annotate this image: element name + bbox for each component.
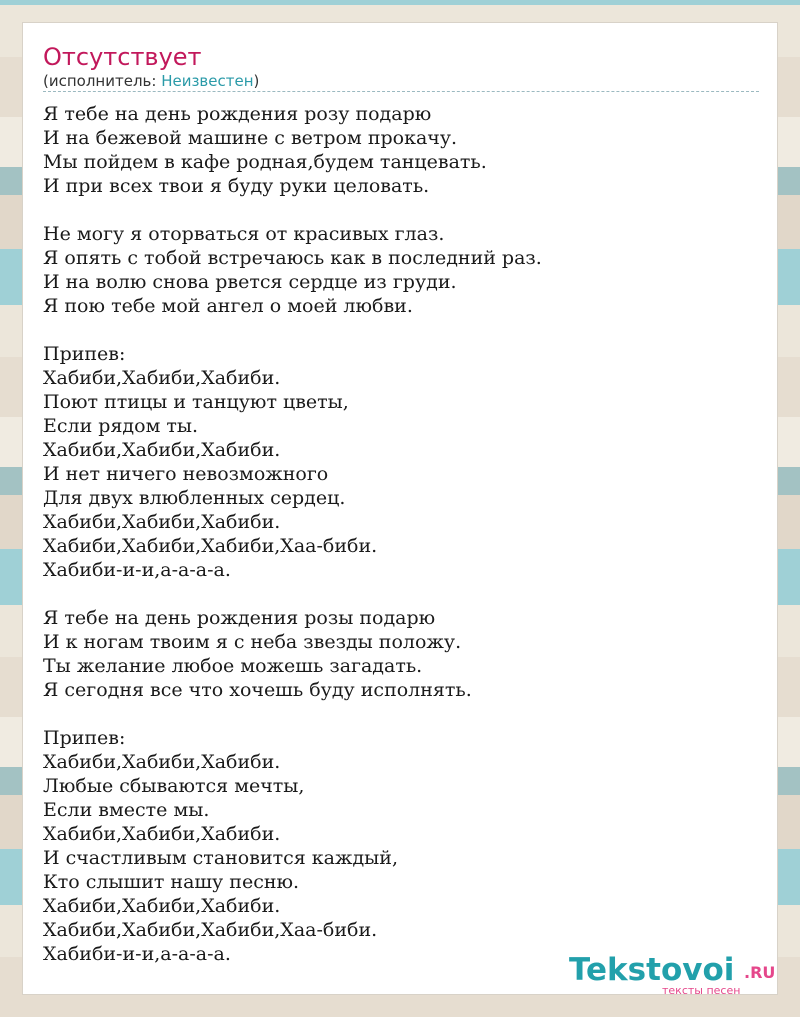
- lyric-line: Не могу я оторваться от красивых глаз.: [43, 223, 445, 245]
- lyric-line: Я пою тебе мой ангел о моей любви.: [43, 295, 413, 317]
- lyric-line: Для двух влюбленных сердец.: [43, 487, 346, 509]
- lyric-line: [43, 702, 759, 726]
- logo-tagline: тексты песен: [662, 984, 741, 997]
- lyric-line: Хабиби,Хабиби,Хабиби.: [43, 511, 281, 533]
- lyric-line: Мы пойдем в кафе родная,будем танцевать.: [43, 151, 487, 173]
- title-divider: [43, 91, 759, 92]
- lyric-line: Хабиби,Хабиби,Хабиби.: [43, 823, 281, 845]
- lyric-line: И счастливым становится каждый,: [43, 847, 398, 869]
- artist-line: [43, 72, 259, 90]
- lyric-line: Хабиби,Хабиби,Хабиби.: [43, 895, 281, 917]
- lyric-line: И на бежевой машине с ветром прокачу.: [43, 127, 458, 149]
- lyric-line: И к ногам твоим я с неба звезды положу.: [43, 631, 462, 653]
- lyrics-text: [43, 102, 759, 966]
- lyric-line: Любые сбываются мечты,: [43, 775, 305, 797]
- lyric-line: И нет ничего невозможного: [43, 463, 329, 485]
- lyric-line: Я тебе на день рождения розу подарю: [43, 103, 432, 125]
- lyric-line: Припев:: [43, 343, 126, 365]
- lyric-line: [43, 198, 759, 222]
- artist-link[interactable]: Неизвестен: [161, 72, 254, 90]
- lyric-line: [43, 582, 759, 606]
- lyric-line: Поют птицы и танцуют цветы,: [43, 391, 349, 413]
- lyric-line: Я тебе на день рождения розы подарю: [43, 607, 436, 629]
- lyric-line: Я опять с тобой встречаюсь как в последний раз.: [43, 247, 542, 269]
- logo-name: Tekstovoi: [569, 952, 735, 988]
- lyric-line: Хабиби,Хабиби,Хабиби,Хаа-биби.: [43, 535, 378, 557]
- lyric-line: [43, 318, 759, 342]
- lyric-line: И при всех твои я буду руки целовать.: [43, 175, 430, 197]
- lyric-line: Хабиби,Хабиби,Хабиби.: [43, 439, 281, 461]
- lyric-line: Я сегодня все что хочешь буду исполнять.: [43, 679, 472, 701]
- lyric-line: Кто слышит нашу песню.: [43, 871, 300, 893]
- lyric-line: Хабиби,Хабиби,Хабиби.: [43, 751, 281, 773]
- lyric-line: Припев:: [43, 727, 126, 749]
- song-title: Отсутствует: [43, 43, 202, 71]
- lyric-line: Хабиби-и-и,а-а-а-а.: [43, 559, 231, 581]
- lyric-line: Хабиби,Хабиби,Хабиби.: [43, 367, 281, 389]
- lyric-line: Хабиби,Хабиби,Хабиби,Хаа-биби.: [43, 919, 378, 941]
- lyric-line: И на волю снова рвется сердце из груди.: [43, 271, 457, 293]
- lyrics-card: [22, 22, 778, 995]
- lyric-line: Ты желание любое можешь загадать.: [43, 655, 423, 677]
- site-logo[interactable]: [569, 953, 779, 997]
- lyric-line: Если вместе мы.: [43, 799, 210, 821]
- artist-suffix: ): [253, 72, 260, 90]
- artist-prefix: (исполнитель:: [43, 72, 162, 90]
- lyric-line: Хабиби-и-и,а-а-а-а.: [43, 943, 231, 965]
- logo-tld: .RU: [744, 963, 776, 982]
- lyric-line: Если рядом ты.: [43, 415, 199, 437]
